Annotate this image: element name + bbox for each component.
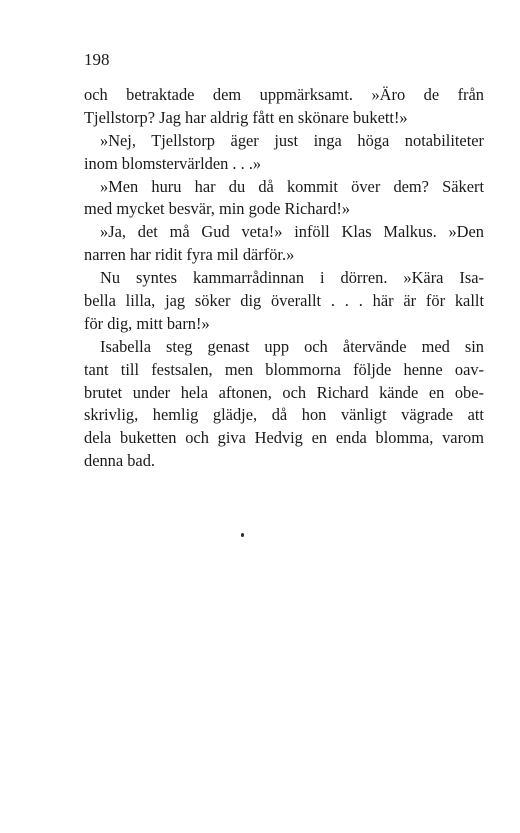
text-line: tant till festsalen, men blommorna följde henne oav- bbox=[84, 359, 484, 379]
text-line: skrivlig, hemlig glädje, då hon vänligt vägrade att bbox=[84, 405, 484, 425]
text-line: bella lilla, jag söker dig överallt . . . här är för kallt bbox=[84, 291, 484, 311]
text-line: denna bad. bbox=[84, 451, 155, 471]
text-line: för dig, mitt barn!» bbox=[84, 313, 210, 333]
text-line: »Nej, Tjellstorp äger just inga höga notabiliteter bbox=[100, 130, 484, 150]
text-line: Isabella steg genast upp och återvände med sin bbox=[100, 336, 484, 356]
text-line: Nu syntes kammarrådinnan i dörren. »Kära Isa- bbox=[100, 268, 484, 288]
text-line: narren har ridit fyra mil därför.» bbox=[84, 245, 295, 265]
text-line: »Ja, det må Gud veta!» inföll Klas Malkus. »Den bbox=[100, 222, 484, 242]
text-line: Tjellstorp? Jag har aldrig fått en skönare bukett!» bbox=[84, 107, 408, 127]
text-line: och betraktade dem uppmärksamt. »Äro de från bbox=[84, 85, 484, 104]
page-number: 198 bbox=[84, 50, 110, 69]
text-line: med mycket besvär, min gode Richard!» bbox=[84, 199, 351, 219]
body-text bbox=[84, 84, 484, 473]
text-line: »Men huru har du då kommit över dem? Säkert bbox=[100, 176, 484, 196]
text-line: brutet under hela aftonen, och Richard kände en obe- bbox=[84, 382, 484, 402]
text-line: dela buketten och giva Hedvig en enda blomma, varom bbox=[84, 428, 484, 448]
text-line: inom blomstervärlden . . .» bbox=[84, 153, 262, 173]
ink-speck bbox=[241, 533, 244, 537]
